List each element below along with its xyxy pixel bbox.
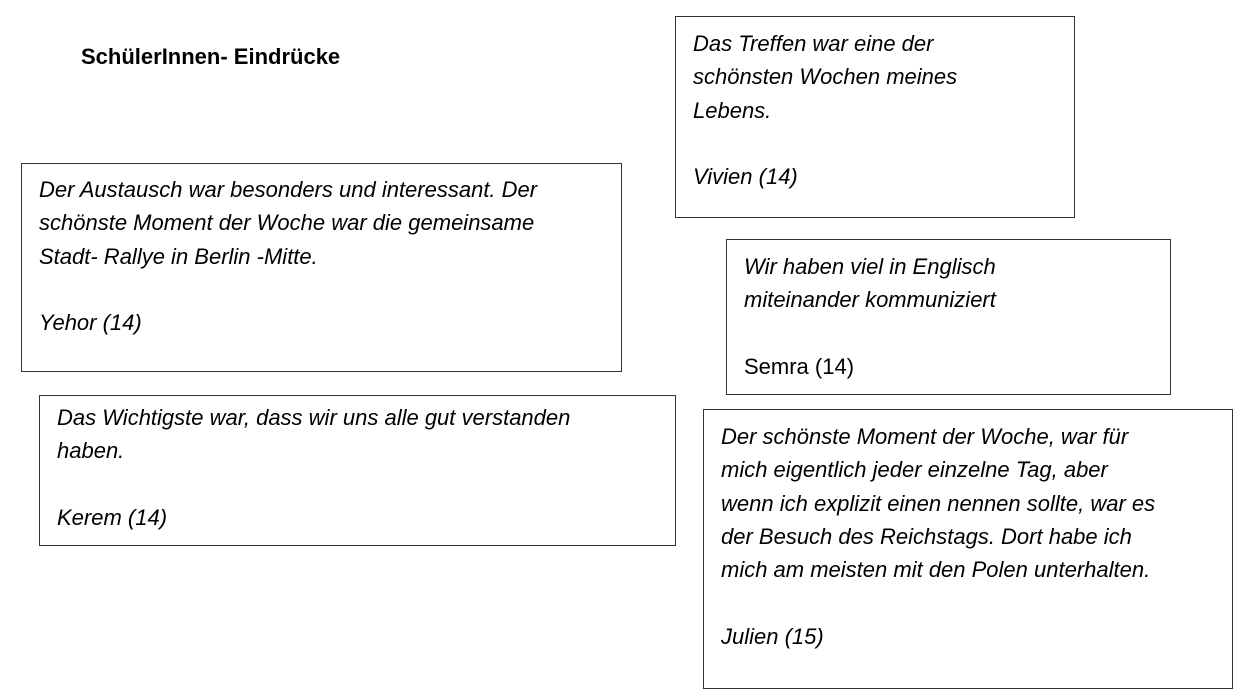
quote-text: Das Wichtigste war, dass wir uns alle gut verstanden haben. xyxy=(57,405,571,464)
quote-author: Vivien (14) xyxy=(693,164,798,190)
quote-text: Der Austausch war besonders und interessant. Der schönste Moment der Woche war die gemeinsame Stadt- Rallye in Berlin -Mitte. xyxy=(39,177,538,269)
quote-author: Yehor (14) xyxy=(39,310,142,336)
quote-box-vivien xyxy=(675,16,1075,218)
quote-box-yehor xyxy=(21,163,622,372)
quote-text: Der schönste Moment der Woche, war für mich eigentlich jeder einzelne Tag, aber wenn ich explizit einen nennen sollte, war es der Besuch des Reichstags. Dort habe ich mich am meisten mit den Polen unterhalten. xyxy=(721,424,1156,583)
quote-author: Semra (14) xyxy=(744,353,855,379)
quote-box-semra xyxy=(726,239,1171,395)
quote-box-julien xyxy=(703,409,1233,689)
quote-text: Das Treffen war eine der schönsten Wochen meines Lebens. xyxy=(693,31,958,123)
page-title: SchülerInnen- Eindrücke xyxy=(81,44,341,69)
quote-author: Kerem (14) xyxy=(57,504,168,530)
quote-text: Wir haben viel in Englisch miteinander kommuniziert xyxy=(744,254,996,313)
quote-box-kerem xyxy=(39,395,676,546)
quote-author: Julien (15) xyxy=(721,623,824,649)
